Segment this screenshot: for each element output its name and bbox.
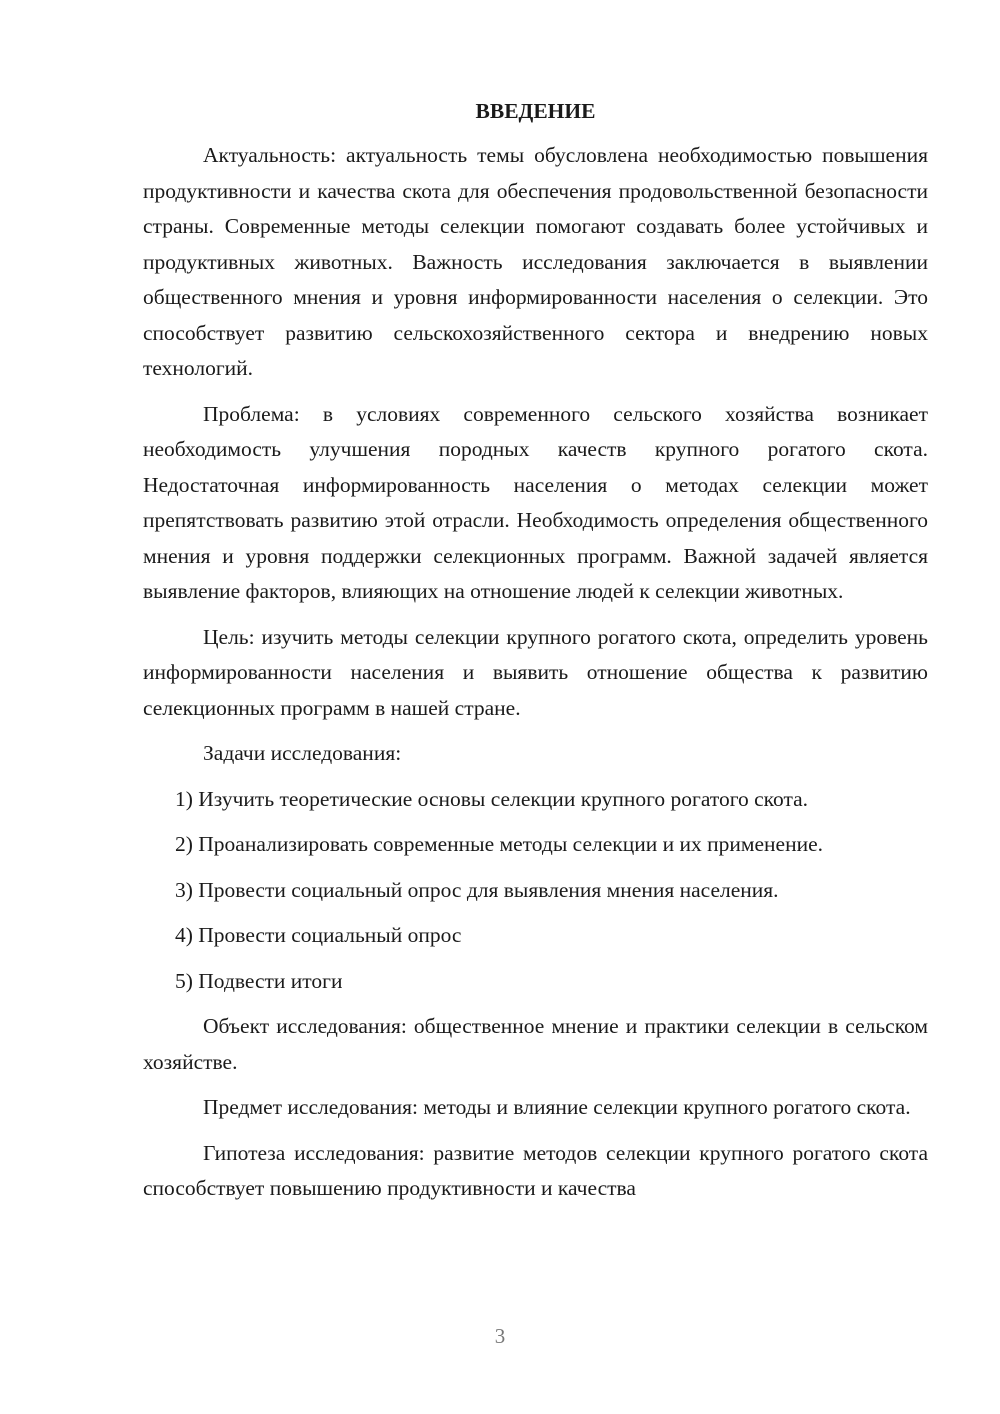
paragraph-subject: Предмет исследования: методы и влияние селекции крупного рогатого скота. [203, 1095, 911, 1119]
task-item: 5) Подвести итоги [175, 968, 343, 993]
document-page [143, 92, 928, 1217]
paragraph-problem: Проблема: в условиях современного сельского хозяйства возникает необходимость улучшения породных качеств крупного рогатого скота. Недостаточная информированность населения о методах селекции может препятствовать развитию этой отрасли. Необходимость определения общественного мнения и уровня поддержки селекционных программ. Важной задачей является выявление факторов, влияющих на отношение людей к селекции животных. [143, 401, 928, 603]
task-item: 1) Изучить теоретические основы селекции крупного рогатого скота. [175, 786, 809, 811]
task-item: 4) Провести социальный опрос [175, 923, 462, 947]
paragraph-hypothesis: Гипотеза исследования: развитие методов селекции крупного рогатого скота способствует повышению продуктивности и качества [143, 1140, 928, 1200]
section-title: ВВЕДЕНИЕ [475, 99, 596, 123]
page-number: 3 [494, 1324, 506, 1348]
paragraph-relevance: Актуальность: актуальность темы обусловлена необходимостью повышения продуктивности и качества скота для обеспечения продовольственной безопасности страны. Современные методы селекции помогают создавать более устойчивых и продуктивных животных. Важность исследования заключается в выявлении общественного мнения и уровня информированности населения о селекции. Это способствует развитию сельскохозяйственного сектора и внедрению новых технологий. [143, 143, 928, 380]
tasks-heading: Задачи исследования: [203, 741, 402, 765]
task-item: 2) Проанализировать современные методы селекции и их применение. [175, 832, 824, 856]
paragraph-goal: Цель: изучить методы селекции крупного рогатого скота, определить уровень информированности населения и выявить отношение общества к развитию селекционных программ в нашей стране. [143, 624, 928, 720]
task-item: 3) Провести социальный опрос для выявления мнения населения. [175, 877, 779, 902]
paragraph-object: Объект исследования: общественное мнение и практики селекции в сельском хозяйстве. [143, 1014, 928, 1074]
